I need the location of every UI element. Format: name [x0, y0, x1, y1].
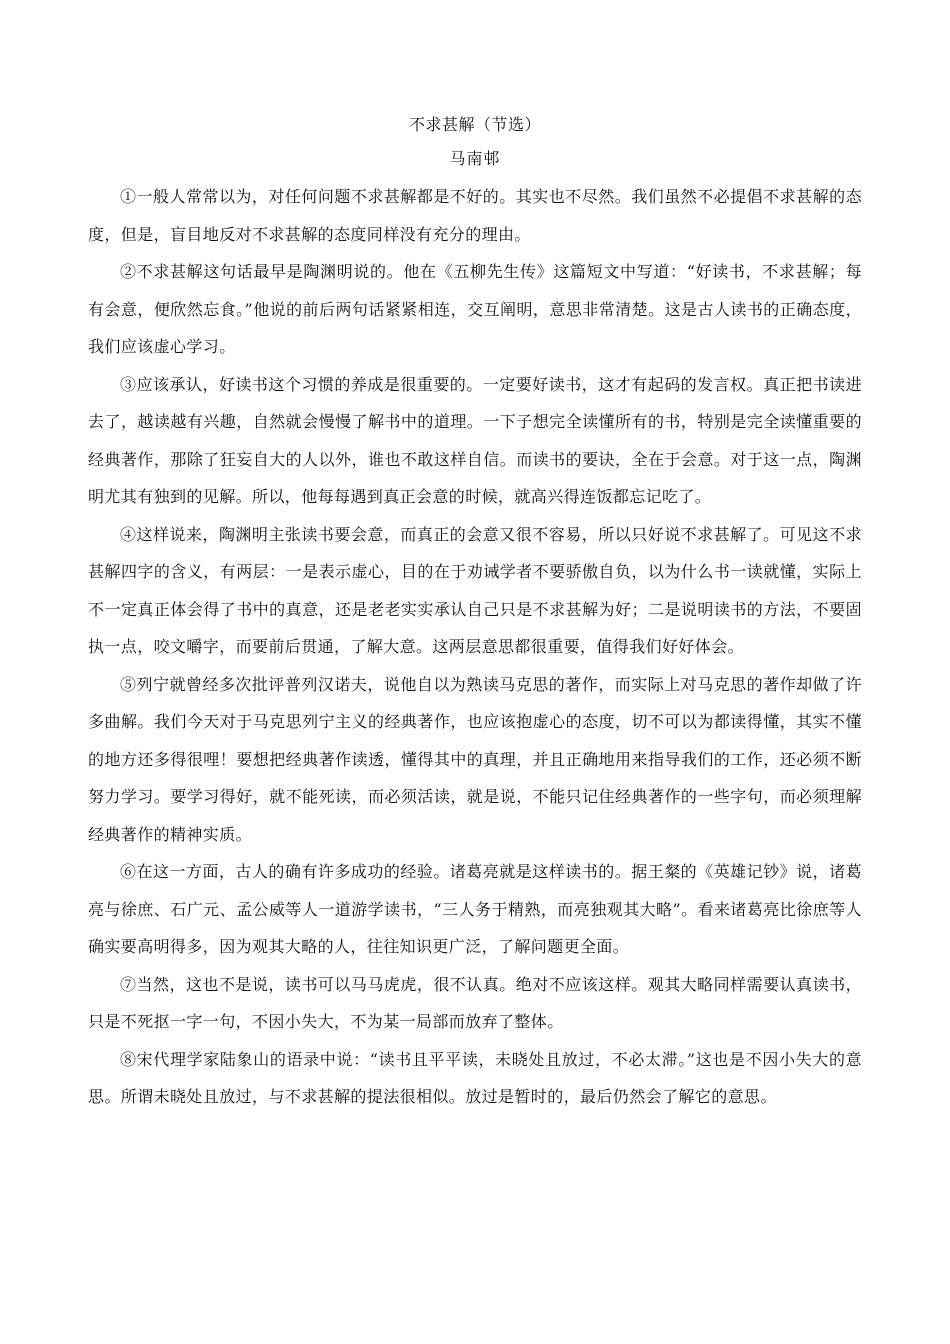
paragraph-1: ①一般人常常以为，对任何问题不求甚解都是不好的。其实也不尽然。我们虽然不必提倡不求甚解的态度，但是，盲目地反对不求甚解的态度同样没有充分的理由。 — [88, 187, 862, 244]
document-page — [88, 112, 862, 1116]
paragraph-7: ⑦当然，这也不是说，读书可以马马虎虎，很不认真。绝对不应该这样。观其大略同样需要认真读书，只是不死抠一字一句，不因小失大，不为某一局部而放弃了整体。 — [88, 974, 862, 1031]
paragraph-6: ⑥在这一方面，古人的确有许多成功的经验。诸葛亮就是这样读书的。据王粲的《英雄记钞》说，诸葛亮与徐庶、石广元、孟公威等人一道游学读书，“三人务于精熟，而亮独观其大略”。看来诸葛亮比徐庶等人确实要高明得多，因为观其大略的人，往往知识更广泛，了解问题更全面。 — [88, 862, 862, 956]
paragraph-2: ②不求甚解这句话最早是陶渊明说的。他在《五柳先生传》这篇短文中写道：“好读书，不求甚解；每有会意，便欣然忘食。”他说的前后两句话紧紧相连，交互阐明，意思非常清楚。这是古人读书的正确态度，我们应该虚心学习。 — [88, 262, 862, 356]
paragraph-4: ④这样说来，陶渊明主张读书要会意，而真正的会意又很不容易，所以只好说不求甚解了。可见这不求甚解四字的含义，有两层：一是表示虚心，目的在于劝诫学者不要骄傲自负，以为什么书一读就懂，实际上不一定真正体会得了书中的真意，还是老老实实承认自己只是不求甚解为好；二是说明读书的方法，不要固执一点，咬文嚼字，而要前后贯通，了解大意。这两层意思都很重要，值得我们好好体会。 — [88, 524, 862, 656]
paragraph-8: ⑧宋代理学家陆象山的语录中说：“读书且平平读，未晓处且放过，不必太滞。”这也是不因小失大的意思。所谓未晓处且放过，与不求甚解的提法很相似。放过是暂时的，最后仍然会了解它的意思。 — [88, 1049, 862, 1106]
article-title: 不求甚解（节选） — [408, 115, 541, 134]
paragraph-3: ③应该承认，好读书这个习惯的养成是很重要的。一定要好读书，这才有起码的发言权。真正把书读进去了，越读越有兴趣，自然就会慢慢了解书中的道理。一下子想完全读懂所有的书，特别是完全读懂重要的经典著作，那除了狂妄自大的人以外，谁也不敢这样自信。而读书的要诀，全在于会意。对于这一点，陶渊明尤其有独到的见解。所以，他每每遇到真正会意的时候，就高兴得连饭都忘记吃了。 — [88, 374, 862, 506]
paragraph-5: ⑤列宁就曾经多次批评普列汉诺夫，说他自以为熟读马克思的著作，而实际上对马克思的著作却做了许多曲解。我们今天对于马克思列宁主义的经典著作，也应该抱虚心的态度，切不可以为都读得懂，其实不懂的地方还多得很哩！要想把经典著作读透，懂得其中的真理，并且正确地用来指导我们的工作，还必须不断努力学习。要学习得好，就不能死读，而必须活读，就是说，不能只记住经典著作的一些字句，而必须理解经典著作的精神实质。 — [88, 674, 862, 844]
article-author: 马南邨 — [449, 149, 501, 168]
